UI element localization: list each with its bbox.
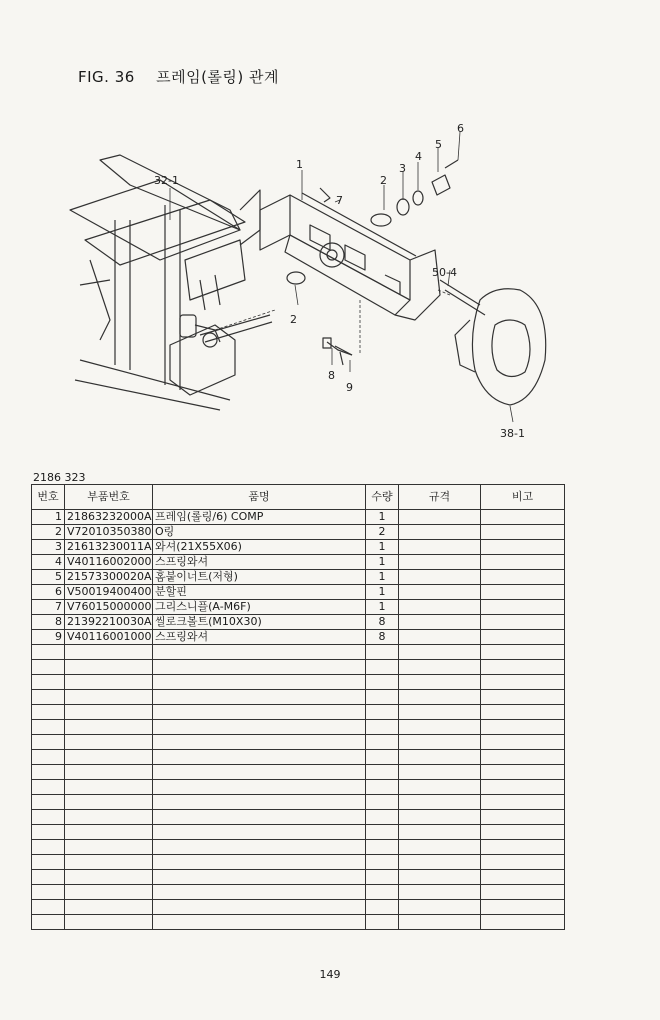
table-row: [32, 585, 565, 600]
cell-part-number: V40116001000: [65, 630, 153, 645]
empty-cell: [399, 870, 481, 885]
empty-cell: [366, 855, 399, 870]
empty-cell: [481, 885, 565, 900]
cell-part-name: 홈붙이너트(저형): [153, 570, 366, 585]
empty-cell: [366, 735, 399, 750]
cell-quantity: 1: [366, 555, 399, 570]
callout-50-4: 50-4: [432, 266, 457, 279]
table-row-empty: [32, 645, 565, 660]
empty-cell: [65, 810, 153, 825]
cell-part-name: 와셔(21X55X06): [153, 540, 366, 555]
empty-cell: [32, 810, 65, 825]
cell-spec: [399, 555, 481, 570]
cell-spec: [399, 600, 481, 615]
empty-cell: [153, 915, 366, 930]
empty-cell: [65, 915, 153, 930]
cell-remarks: [481, 525, 565, 540]
cell-quantity: 1: [366, 585, 399, 600]
empty-cell: [65, 780, 153, 795]
cell-part-name: 스프링와셔: [153, 555, 366, 570]
empty-cell: [65, 885, 153, 900]
cell-row-number: 8: [32, 615, 65, 630]
cell-part-name: 프레임(롤링/6) COMP: [153, 510, 366, 525]
empty-cell: [481, 810, 565, 825]
header-remarks: 비고: [481, 485, 565, 510]
cell-quantity: 1: [366, 510, 399, 525]
table-row: [32, 615, 565, 630]
table-row: [32, 525, 565, 540]
table-row-empty: [32, 780, 565, 795]
header-part-name: 품명: [153, 485, 366, 510]
cell-remarks: [481, 570, 565, 585]
empty-cell: [65, 765, 153, 780]
callout-2-lower: 2: [290, 313, 297, 326]
empty-cell: [481, 735, 565, 750]
empty-cell: [65, 660, 153, 675]
empty-cell: [32, 735, 65, 750]
empty-cell: [366, 690, 399, 705]
table-row-empty: [32, 810, 565, 825]
table-row: [32, 555, 565, 570]
figure-title: [78, 66, 279, 87]
empty-cell: [399, 840, 481, 855]
empty-cell: [481, 900, 565, 915]
empty-cell: [65, 750, 153, 765]
empty-cell: [32, 885, 65, 900]
empty-cell: [399, 780, 481, 795]
empty-cell: [399, 645, 481, 660]
empty-cell: [399, 915, 481, 930]
cell-remarks: [481, 540, 565, 555]
empty-cell: [32, 645, 65, 660]
cell-remarks: [481, 585, 565, 600]
empty-cell: [153, 690, 366, 705]
empty-cell: [366, 900, 399, 915]
empty-cell: [32, 705, 65, 720]
empty-cell: [153, 840, 366, 855]
empty-cell: [153, 645, 366, 660]
table-row-empty: [32, 840, 565, 855]
empty-cell: [32, 690, 65, 705]
table-row-empty: [32, 870, 565, 885]
empty-cell: [399, 900, 481, 915]
empty-cell: [481, 840, 565, 855]
empty-cell: [481, 915, 565, 930]
empty-cell: [481, 750, 565, 765]
cell-part-number: V76015000000: [65, 600, 153, 615]
table-row-empty: [32, 660, 565, 675]
empty-cell: [153, 660, 366, 675]
cell-part-number: V72010350380: [65, 525, 153, 540]
page-number: 149: [319, 968, 341, 981]
cell-spec: [399, 630, 481, 645]
table-row-empty: [32, 705, 565, 720]
empty-cell: [399, 750, 481, 765]
cell-quantity: 1: [366, 600, 399, 615]
empty-cell: [153, 870, 366, 885]
empty-cell: [366, 765, 399, 780]
cell-remarks: [481, 615, 565, 630]
cell-part-number: 21573300020A: [65, 570, 153, 585]
table-header-row: [32, 485, 565, 510]
cell-remarks: [481, 555, 565, 570]
empty-cell: [153, 735, 366, 750]
callout-3: 3: [399, 162, 406, 175]
empty-cell: [32, 750, 65, 765]
cell-row-number: 2: [32, 525, 65, 540]
callout-8: 8: [328, 369, 335, 382]
empty-cell: [65, 720, 153, 735]
empty-cell: [366, 675, 399, 690]
callout-1: 1: [296, 158, 303, 171]
cell-spec: [399, 570, 481, 585]
empty-cell: [399, 885, 481, 900]
empty-cell: [32, 915, 65, 930]
header-part-number: 부품번호: [65, 485, 153, 510]
figure-number: FIG. 36: [78, 68, 135, 86]
empty-cell: [153, 855, 366, 870]
empty-cell: [366, 915, 399, 930]
table-row-empty: [32, 915, 565, 930]
empty-cell: [366, 660, 399, 675]
callout-7: 7: [336, 194, 343, 207]
empty-cell: [399, 825, 481, 840]
empty-cell: [366, 825, 399, 840]
empty-cell: [65, 840, 153, 855]
callout-2-upper: 2: [380, 174, 387, 187]
callout-4: 4: [415, 150, 422, 163]
callout-6: 6: [457, 122, 464, 135]
empty-cell: [153, 900, 366, 915]
empty-cell: [481, 645, 565, 660]
empty-cell: [65, 900, 153, 915]
empty-cell: [32, 720, 65, 735]
empty-cell: [481, 675, 565, 690]
empty-cell: [153, 780, 366, 795]
empty-cell: [32, 780, 65, 795]
empty-cell: [399, 705, 481, 720]
cell-part-number: 21613230011A: [65, 540, 153, 555]
cell-remarks: [481, 510, 565, 525]
empty-cell: [65, 855, 153, 870]
empty-cell: [32, 870, 65, 885]
cell-part-number: V40116002000: [65, 555, 153, 570]
empty-cell: [32, 660, 65, 675]
empty-cell: [481, 795, 565, 810]
empty-cell: [399, 765, 481, 780]
table-row: [32, 540, 565, 555]
empty-cell: [366, 720, 399, 735]
empty-cell: [366, 810, 399, 825]
empty-cell: [366, 795, 399, 810]
table-row: [32, 630, 565, 645]
empty-cell: [153, 885, 366, 900]
cell-row-number: 6: [32, 585, 65, 600]
empty-cell: [481, 690, 565, 705]
header-quantity: 수량: [366, 485, 399, 510]
cell-spec: [399, 585, 481, 600]
cell-row-number: 1: [32, 510, 65, 525]
table-row-empty: [32, 765, 565, 780]
figure-caption: 프레임(롤링) 관계: [156, 68, 279, 86]
empty-cell: [32, 765, 65, 780]
cell-spec: [399, 510, 481, 525]
callout-38-1: 38-1: [500, 427, 525, 440]
empty-cell: [399, 735, 481, 750]
empty-cell: [65, 870, 153, 885]
cell-quantity: 1: [366, 570, 399, 585]
empty-cell: [153, 765, 366, 780]
table-row-empty: [32, 900, 565, 915]
cell-remarks: [481, 600, 565, 615]
empty-cell: [481, 705, 565, 720]
table-row-empty: [32, 825, 565, 840]
empty-cell: [65, 735, 153, 750]
empty-cell: [32, 825, 65, 840]
table-row-empty: [32, 795, 565, 810]
cell-quantity: 8: [366, 630, 399, 645]
empty-cell: [153, 720, 366, 735]
empty-cell: [366, 645, 399, 660]
empty-cell: [481, 780, 565, 795]
cell-spec: [399, 615, 481, 630]
exploded-parts-diagram: [40, 110, 630, 455]
cell-row-number: 4: [32, 555, 65, 570]
empty-cell: [399, 660, 481, 675]
empty-cell: [65, 705, 153, 720]
header-spec: 규격: [399, 485, 481, 510]
parts-table: [31, 484, 565, 930]
catalog-code: 2186 323: [33, 471, 86, 484]
empty-cell: [481, 825, 565, 840]
table-row: [32, 570, 565, 585]
empty-cell: [153, 705, 366, 720]
table-row-empty: [32, 750, 565, 765]
cell-part-name: 분할핀: [153, 585, 366, 600]
cell-row-number: 3: [32, 540, 65, 555]
callout-32-1: 32-1: [154, 174, 179, 187]
empty-cell: [65, 675, 153, 690]
empty-cell: [65, 825, 153, 840]
empty-cell: [481, 855, 565, 870]
table-row: [32, 600, 565, 615]
empty-cell: [366, 750, 399, 765]
empty-cell: [366, 885, 399, 900]
empty-cell: [65, 795, 153, 810]
empty-cell: [366, 780, 399, 795]
cell-part-number: 21392210030A: [65, 615, 153, 630]
empty-cell: [399, 690, 481, 705]
cell-quantity: 8: [366, 615, 399, 630]
table-row-empty: [32, 735, 565, 750]
cell-part-name: O링: [153, 525, 366, 540]
table-row-empty: [32, 855, 565, 870]
cell-remarks: [481, 630, 565, 645]
empty-cell: [153, 750, 366, 765]
table-row-empty: [32, 690, 565, 705]
cell-part-name: 그리스니플(A-M6F): [153, 600, 366, 615]
empty-cell: [481, 870, 565, 885]
empty-cell: [481, 765, 565, 780]
table-body: [32, 510, 565, 930]
cell-part-name: 씰로크볼트(M10X30): [153, 615, 366, 630]
table-row-empty: [32, 675, 565, 690]
empty-cell: [399, 855, 481, 870]
table-row: [32, 510, 565, 525]
small-parts-drawing: [287, 160, 458, 365]
frame-assembly-drawing: [70, 155, 272, 410]
empty-cell: [32, 795, 65, 810]
table-row-empty: [32, 720, 565, 735]
callout-5: 5: [435, 138, 442, 151]
header-number: 번호: [32, 485, 65, 510]
cell-part-name: 스프링와셔: [153, 630, 366, 645]
empty-cell: [366, 705, 399, 720]
callout-9: 9: [346, 381, 353, 394]
empty-cell: [153, 825, 366, 840]
empty-cell: [399, 675, 481, 690]
cell-row-number: 9: [32, 630, 65, 645]
part-callouts: [154, 122, 525, 440]
empty-cell: [153, 810, 366, 825]
empty-cell: [153, 675, 366, 690]
empty-cell: [65, 645, 153, 660]
cell-part-number: V50019400400: [65, 585, 153, 600]
rolling-frame-drawing: [260, 193, 546, 405]
empty-cell: [399, 810, 481, 825]
empty-cell: [481, 660, 565, 675]
empty-cell: [366, 870, 399, 885]
cell-spec: [399, 525, 481, 540]
cell-spec: [399, 540, 481, 555]
empty-cell: [32, 675, 65, 690]
empty-cell: [481, 720, 565, 735]
cell-row-number: 7: [32, 600, 65, 615]
cell-quantity: 1: [366, 540, 399, 555]
cell-quantity: 2: [366, 525, 399, 540]
empty-cell: [32, 855, 65, 870]
empty-cell: [153, 795, 366, 810]
empty-cell: [399, 720, 481, 735]
empty-cell: [366, 840, 399, 855]
cell-row-number: 5: [32, 570, 65, 585]
table-row-empty: [32, 885, 565, 900]
cell-part-number: 21863232000A: [65, 510, 153, 525]
empty-cell: [32, 840, 65, 855]
empty-cell: [399, 795, 481, 810]
empty-cell: [65, 690, 153, 705]
empty-cell: [32, 900, 65, 915]
